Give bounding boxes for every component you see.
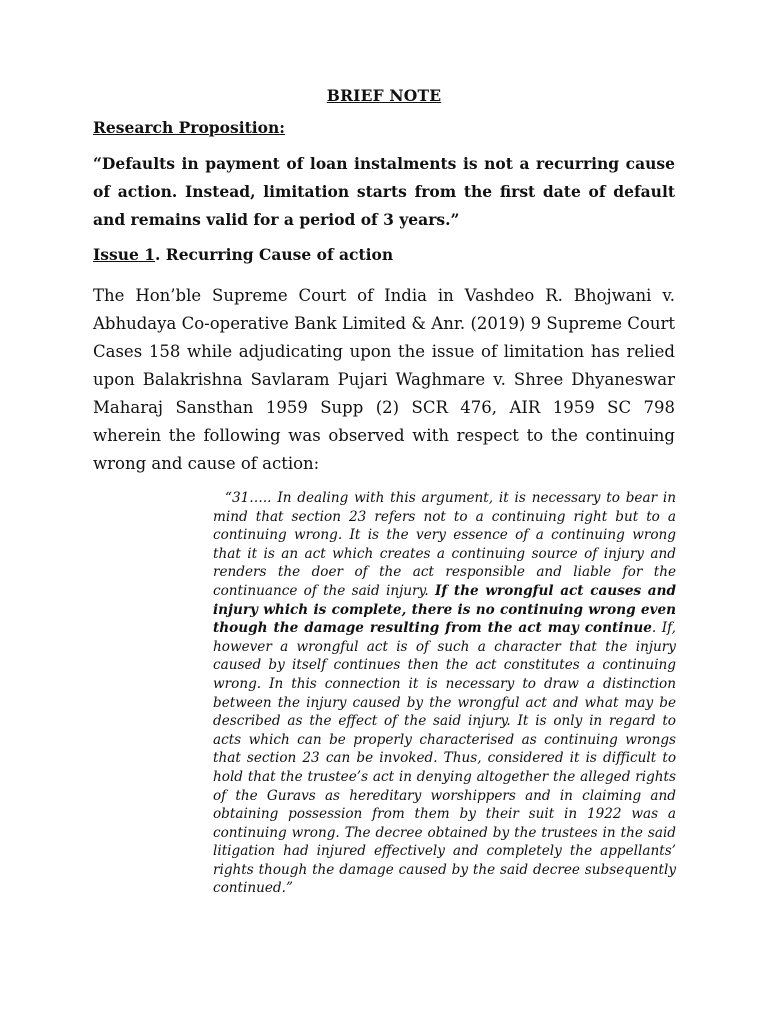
quote-text-part1: “31….. In dealing with this argument, it is necessary to bear in mind that section 23 refers not to a continuing right but to a continuing wrong. It is the very essence of a continuing wrong that it is an act which creates a continuing source of injury and renders the doer of the act responsible and liable for the continuance of the said injury. (213, 490, 676, 599)
proposition-text: “Defaults in payment of loan instalments is not a recurring cause of action. Instead, limitation starts from the first date of default and remains valid for a period of 3 years.” (93, 154, 675, 229)
document-title: BRIEF NOTE (326, 86, 442, 105)
issue-heading (93, 245, 393, 264)
quote-text-part2: . If, however a wrongful act is of such a character that the injury caused by itself continues then the act constitutes a continuing wrong. In this connection it is necessary to draw a distinction between the injury caused by the wrongful act and what may be described as the effect of the said injury. It is only in regard to acts which can be properly characterised as continuing wrongs that section 23 can be invoked. Thus, considered it is difficult to hold that the trustee’s act in denying altogether the alleged rights of the Guravs as hereditary worshippers and in claiming and obtaining possession from them by their suit in 1922 was a continuing wrong. The decree obtained by the trustees in the said litigation had injured effectively and completely the appellants’ rights though the damage caused by the said decree subsequently continued.” (213, 620, 676, 897)
research-proposition-heading: Research Proposition: (93, 118, 285, 137)
issue-number: Issue 1 (93, 245, 156, 264)
body-paragraph: The Hon’ble Supreme Court of India in Vashdeo R. Bhojwani v. Abhudaya Co-operative Bank Limited & Anr. (2019) 9 Supreme Court Cases 158 while adjudicating upon the issue of limitation has relied upon Balakrishna Savlaram Pujari Waghmare v. Shree Dhyaneswar Maharaj Sansthan 1959 Supp (2) SCR 476, AIR 1959 SC 798 wherein the following was observed with respect to the continuing wrong and cause of action: (93, 286, 675, 473)
block-quote (213, 489, 676, 898)
issue-title: . Recurring Cause of action (155, 245, 394, 264)
quote-bold-text: If the wrongful act causes and injury which is complete, there is no continuing wrong even though the damage resulting from the act may continue (213, 582, 676, 637)
